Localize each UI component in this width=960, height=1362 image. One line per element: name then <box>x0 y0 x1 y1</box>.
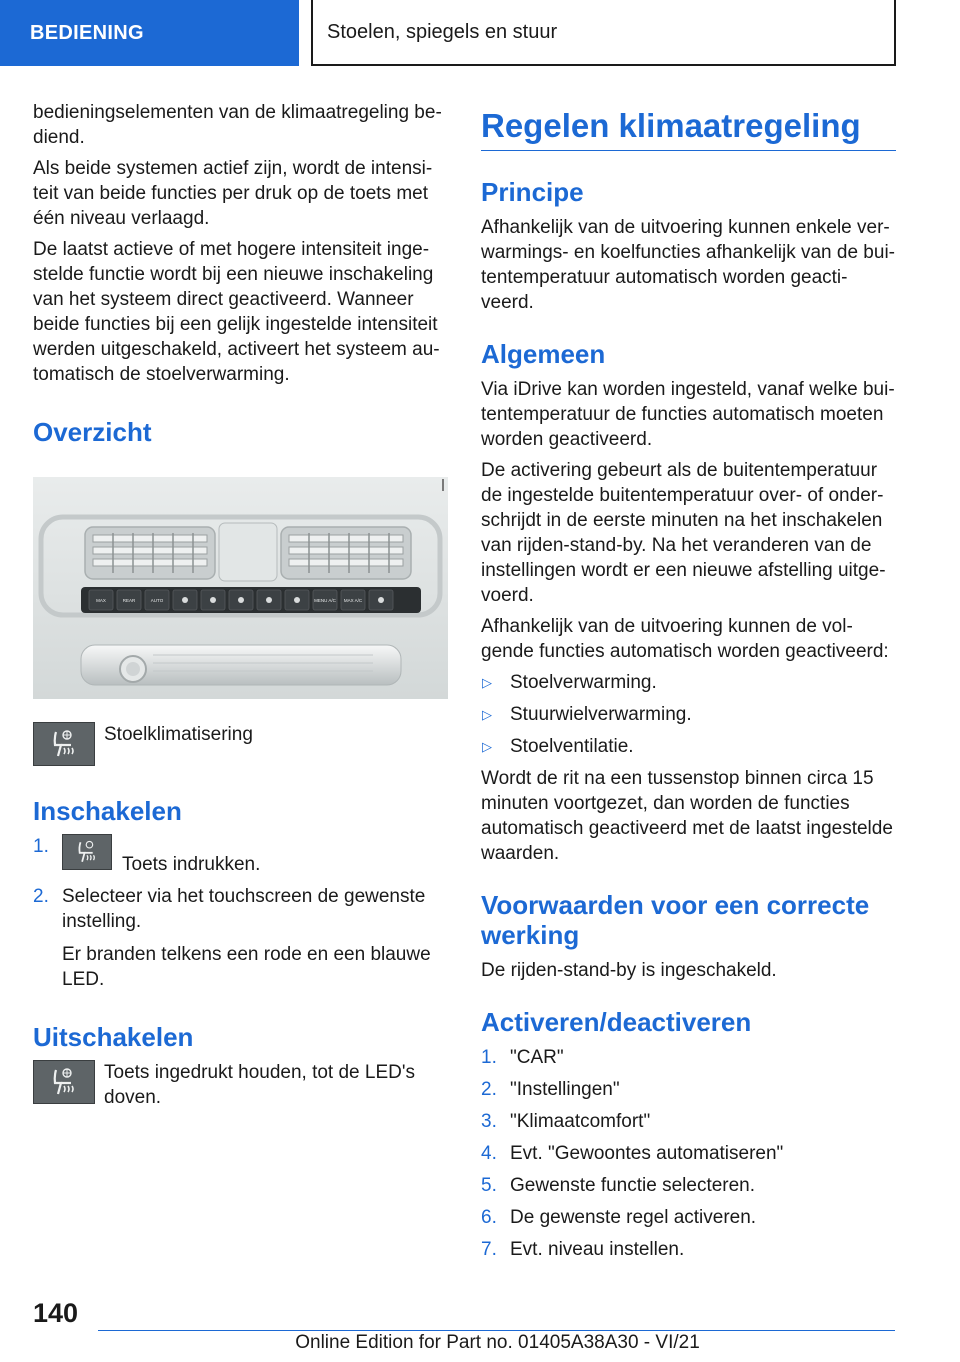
list-item <box>481 734 896 759</box>
heading-inschakelen: Inschakelen <box>33 796 182 826</box>
step-number: 3. <box>481 1111 497 1132</box>
step-text: Toets indrukken. <box>122 854 261 875</box>
footer-divider <box>98 1330 895 1331</box>
left-column <box>33 100 448 1116</box>
step-text: Evt. niveau instellen. <box>510 1239 685 1260</box>
step-number: 1. <box>481 1047 497 1068</box>
panel-button-label: REAR <box>122 598 136 603</box>
list-item <box>481 1109 896 1134</box>
triangle-bullet-icon: ▷ <box>482 739 492 754</box>
paragraph: Via iDrive kan worden ingesteld, vanaf welke bui-tentemperatuur de functies automatisch moeten worden geactiveerd. <box>481 379 895 450</box>
heading-principe: Principe <box>481 177 584 207</box>
bullet-text: Stoelventilatie. <box>510 736 634 757</box>
paragraph: De activering gebeurt als de buitentemperatuur de ingestelde buitentemperatuur over- of onder-schrijdt in de eerste minuten na het inschakelen van rijden-stand-by. Na het veranderen van de instellingen wordt er een nieuwe afstelling uitge-voerd. <box>481 460 886 606</box>
step-text: "Instellingen" <box>510 1079 620 1100</box>
paragraph: Als beide systemen actief zijn, wordt de intensi-teit van beide functies per druk op de toets met één niveau verlaagd. <box>33 158 433 229</box>
list-item <box>481 1045 896 1070</box>
icon-label: Stoelklimatisering <box>104 724 253 745</box>
seat-climate-icon <box>47 1066 81 1098</box>
step-number: 1. <box>33 836 49 857</box>
chapter-title: Stoelen, spiegels en stuur <box>311 0 896 66</box>
seat-climate-button[interactable] <box>33 722 95 766</box>
list-item <box>481 702 896 727</box>
panel-button-label: MENU A/C <box>314 598 336 603</box>
uitschakelen-text: Toets ingedrukt houden, tot de LED's doven. <box>104 1062 415 1108</box>
triangle-bullet-icon: ▷ <box>482 675 492 690</box>
seat-climate-icon <box>47 728 81 760</box>
climate-panel-photo <box>33 477 448 699</box>
panel-button-label: AUTO <box>150 598 164 603</box>
edition-text: Online Edition for Part no. 01405A38A30 - VI/21 <box>295 1332 700 1353</box>
step-text: "CAR" <box>510 1047 564 1068</box>
triangle-bullet-icon: ▷ <box>482 707 492 722</box>
inschakelen-steps <box>33 834 448 992</box>
step-number: 2. <box>481 1079 497 1100</box>
step-number: 5. <box>481 1175 497 1196</box>
list-item <box>481 670 896 695</box>
list-item <box>481 1205 896 1230</box>
list-item <box>33 834 448 877</box>
heading-uitschakelen: Uitschakelen <box>33 1022 194 1052</box>
heading-activeren: Activeren/deactiveren <box>481 1007 752 1037</box>
right-column <box>481 100 896 1269</box>
seat-climate-icon <box>73 839 101 865</box>
auto-functions-list <box>481 670 896 759</box>
list-item <box>481 1077 896 1102</box>
page-header <box>0 0 960 66</box>
step-number: 7. <box>481 1239 497 1260</box>
list-item <box>481 1173 896 1198</box>
step-text: Gewenste functie selecteren. <box>510 1175 756 1196</box>
list-item <box>33 884 448 992</box>
paragraph: De laatst actieve of met hogere intensiteit inge-stelde functie wordt bij een nieuwe inschakeling van het systeem direct geactiveerd. Wanneer beide functies bij een gelijk ingestelde intensiteit werden uitgeschakeld, activeert het systeem au-tomatisch de stoelverwarming. <box>33 239 440 385</box>
paragraph: De rijden-stand-by is ingeschakeld. <box>481 960 777 981</box>
list-item <box>481 1141 896 1166</box>
step-number: 6. <box>481 1207 497 1228</box>
panel-button-label: MAX <box>96 598 106 603</box>
step-number: 2. <box>33 886 49 907</box>
icon-legend-row <box>33 722 448 766</box>
step-text: "Klimaatcomfort" <box>510 1111 651 1132</box>
activeren-steps <box>481 1045 896 1262</box>
heading-overzicht: Overzicht <box>33 417 152 447</box>
step-text: Selecteer via het touchscreen de gewenste instelling. <box>62 886 426 932</box>
page-number: 140 <box>33 1298 79 1328</box>
paragraph: Afhankelijk van de uitvoering kunnen enkele ver-warmings- en koelfuncties afhankelijk van de bui-tentemperatuur automatisch worden geacti-veerd. <box>481 217 895 313</box>
section-label: BEDIENING <box>0 0 299 66</box>
paragraph: Wordt de rit na een tussenstop binnen circa 15 minuten voortgezet, dan worden de functies automatisch geactiveerd met de laatst ingestelde waarden. <box>481 768 893 864</box>
uitschakelen-row <box>33 1060 448 1110</box>
paragraph: bedieningselementen van de klimaatregeling be-diend. <box>33 102 442 148</box>
step-text: De gewenste regel activeren. <box>510 1207 757 1228</box>
bullet-text: Stuurwielverwarming. <box>510 704 692 725</box>
heading-voorwaarden: Voorwaarden voor een correcte werking <box>481 890 870 950</box>
panel-button-label: MAX A/C <box>343 598 363 603</box>
page-title: Regelen klimaatregeling <box>481 106 896 151</box>
step-text: Evt. "Gewoontes automatiseren" <box>510 1143 784 1164</box>
step-note: Er branden telkens een rode en een blauwe LED. <box>62 944 431 990</box>
step-number: 4. <box>481 1143 497 1164</box>
list-item <box>481 1237 896 1262</box>
seat-climate-button[interactable] <box>33 1060 95 1104</box>
bullet-text: Stoelverwarming. <box>510 672 657 693</box>
paragraph: Afhankelijk van de uitvoering kunnen de vol-gende functies automatisch worden geactiveerd: <box>481 616 889 662</box>
seat-climate-button[interactable] <box>62 834 112 870</box>
heading-algemeen: Algemeen <box>481 339 606 369</box>
